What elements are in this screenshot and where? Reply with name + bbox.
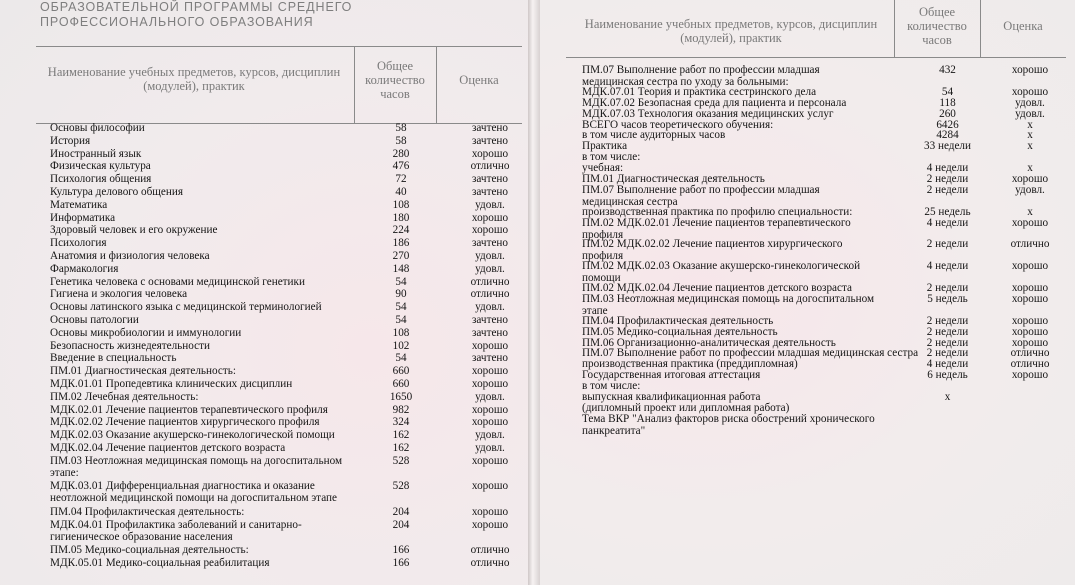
- table-row: [50, 506, 520, 519]
- hours-cell: 58: [395, 122, 407, 134]
- hours-cell: 2 недели: [926, 336, 969, 349]
- hours-cell: 54: [395, 275, 407, 288]
- hours-cell: 25 недель: [924, 205, 971, 218]
- table-row: [582, 108, 1067, 119]
- subject-name: (дипломный проект или дипломная работа): [582, 401, 790, 414]
- subject-name: МДК.03.01 Дифференциальная диагностика и оказание неотложной медицинской помощи на догоспитальном этапе: [50, 480, 337, 505]
- hours-cell: 280: [392, 147, 410, 160]
- table-row: [50, 250, 520, 263]
- table-row: [50, 352, 520, 365]
- table-row: [582, 282, 1067, 293]
- hours-cell: 186: [392, 237, 410, 250]
- table-row: [50, 416, 520, 429]
- subject-name: Гигиена и экология человека: [50, 288, 188, 301]
- grade-cell: отлично: [470, 160, 510, 173]
- hours-cell: 432: [939, 64, 956, 76]
- table-row: [582, 173, 1067, 184]
- table-row: [50, 160, 520, 173]
- hours-cell: 2 недели: [926, 183, 969, 196]
- grade-cell: зачтено: [472, 122, 508, 134]
- grade-cell: отлично: [470, 288, 510, 301]
- hours-cell: 4 недели: [926, 260, 969, 273]
- hours-cell: 54: [395, 314, 407, 326]
- table-row: [50, 288, 520, 301]
- hours-cell: 528: [392, 480, 410, 493]
- grade-cell: хорошо: [1011, 325, 1049, 338]
- table-row: [582, 86, 1067, 97]
- grade-cell: х: [1027, 162, 1033, 175]
- grade-cell: хорошо: [1011, 369, 1049, 382]
- table-row: [582, 184, 1067, 206]
- grade-cell: зачтено: [472, 237, 508, 250]
- grade-cell: хорошо: [1011, 336, 1049, 349]
- subject-name: МДК.01.01 Пропедевтика клинических дисциплин: [50, 378, 293, 390]
- hours-cell: 40: [395, 186, 407, 198]
- grade-cell: хорошо: [471, 224, 509, 237]
- grade-cell: хорошо: [1011, 314, 1049, 327]
- grade-cell: зачтено: [472, 352, 508, 365]
- table-row: [50, 404, 520, 417]
- subject-name: Фармакология: [50, 262, 119, 275]
- table-row: [582, 347, 1067, 358]
- table-row: [50, 301, 520, 314]
- subject-name: МДК.04.01 Профилактика заболеваний и санитарно-гигиеническое образование населения: [50, 518, 302, 543]
- right-table-header: [566, 0, 1066, 58]
- subject-name: Безопасность жизнедеятельности: [50, 339, 210, 352]
- table-row: [50, 237, 520, 250]
- table-row: [582, 380, 1067, 391]
- grade-cell: х: [1027, 140, 1033, 153]
- table-row: [582, 140, 1067, 151]
- table-row: [50, 391, 520, 404]
- subject-name: Психология общения: [50, 173, 152, 186]
- grade-cell: хорошо: [1011, 173, 1049, 185]
- hours-cell: 166: [392, 544, 410, 557]
- grade-cell: хорошо: [471, 518, 509, 531]
- subject-name: ПМ.06 Организационно-аналитическая деятельность: [582, 336, 836, 349]
- table-row: [582, 369, 1067, 380]
- hours-cell: 4284: [936, 129, 959, 142]
- subject-name: ПМ.01 Диагностическая деятельность: [582, 173, 765, 185]
- grade-cell: отлично: [1010, 238, 1050, 251]
- table-row: [582, 293, 1067, 315]
- table-row: [582, 129, 1067, 140]
- hours-cell: 270: [392, 250, 410, 262]
- table-row: [582, 217, 1067, 239]
- hours-cell: 180: [392, 211, 410, 224]
- column-header-grade: Оценка: [459, 73, 499, 87]
- grade-cell: зачтено: [472, 326, 508, 339]
- hours-cell: 4 недели: [926, 162, 969, 175]
- table-row: [582, 162, 1067, 173]
- hours-cell: 476: [392, 160, 410, 173]
- left-page: [0, 0, 528, 585]
- subject-name: Генетика человека с основами медицинской генетики: [50, 275, 305, 288]
- table-row: [582, 391, 1067, 402]
- table-row: [582, 315, 1067, 326]
- hours-cell: 2 недели: [926, 173, 969, 185]
- book-gutter: [528, 0, 540, 585]
- grade-cell: хорошо: [471, 416, 509, 429]
- subject-name: в том числе:: [582, 380, 641, 393]
- hours-cell: 528: [392, 454, 410, 467]
- grade-cell: хорошо: [471, 480, 509, 493]
- subject-name: МДК.02.04 Лечение пациентов детского возраста: [50, 442, 286, 454]
- hours-cell: 2 недели: [926, 347, 969, 360]
- table-row: [50, 365, 520, 378]
- table-row: [582, 64, 1067, 86]
- subject-name: Практика: [582, 140, 628, 153]
- hours-cell: 4 недели: [926, 216, 969, 229]
- grade-cell: зачтено: [472, 134, 508, 147]
- grade-cell: хорошо: [1011, 64, 1049, 76]
- table-row: [50, 519, 520, 545]
- subject-name: МДК.07.02 Безопасная среда для пациента и персонала: [582, 96, 847, 109]
- hours-cell: 660: [392, 378, 410, 390]
- table-row: [582, 119, 1067, 130]
- hours-cell: 204: [392, 506, 410, 518]
- grade-cell: х: [1027, 205, 1033, 218]
- table-row: [50, 212, 520, 225]
- hours-cell: 108: [392, 326, 410, 339]
- subject-name: Физическая культура: [50, 160, 151, 173]
- table-row: [50, 340, 520, 353]
- grade-cell: отлично: [1010, 358, 1050, 371]
- table-row: [50, 199, 520, 212]
- table-row: [582, 206, 1067, 217]
- hours-cell: 166: [392, 557, 410, 570]
- subject-name: в том числе:: [582, 151, 641, 164]
- hours-cell: 260: [939, 107, 956, 120]
- table-row: [582, 260, 1067, 285]
- table-row: [582, 326, 1067, 337]
- subject-name: выпускная квалификационная работа: [582, 391, 761, 403]
- column-header-hours: Общее количество часов: [365, 59, 425, 101]
- grade-cell: хорошо: [471, 365, 509, 378]
- subject-name: ПМ.05 Медико-социальная деятельность: [582, 325, 778, 338]
- grade-cell: удовл.: [475, 442, 505, 454]
- table-row: [50, 442, 520, 455]
- subject-name: МДК.05.01 Медико-социальная реабилитация: [50, 557, 270, 570]
- subject-name: Основы философии: [50, 122, 145, 134]
- subject-name: ПМ.07 Выполнение работ по профессии младшая медицинская сестра по уходу за больными:: [582, 64, 820, 88]
- grade-cell: зачтено: [472, 173, 508, 186]
- grade-cell: удовл.: [475, 262, 505, 275]
- table-row: [50, 148, 520, 161]
- grade-cell: хорошо: [471, 378, 509, 390]
- hours-cell: 2 недели: [926, 314, 969, 327]
- table-row: [582, 358, 1067, 369]
- subject-name: Психология: [50, 237, 107, 250]
- grade-cell: хорошо: [1011, 282, 1049, 294]
- hours-cell: 982: [392, 403, 410, 416]
- subject-name: Математика: [50, 198, 108, 211]
- table-row: [50, 263, 520, 276]
- subject-name: МДК.02.01 Лечение пациентов терапевтического профиля: [50, 403, 328, 416]
- table-row: [582, 238, 1067, 263]
- subject-name: Основы микробиологии и иммунологии: [50, 326, 242, 339]
- table-row: [582, 151, 1067, 162]
- table-row: [50, 173, 520, 186]
- hours-cell: 58: [395, 134, 407, 147]
- subject-name: ПМ.01 Диагностическая деятельность:: [50, 365, 236, 378]
- table-row: [50, 327, 520, 340]
- table-row: [50, 135, 520, 148]
- grade-cell: хорошо: [471, 339, 509, 352]
- table-row: [50, 429, 520, 442]
- hours-cell: 162: [392, 429, 410, 442]
- subject-name: Тема ВКР "Анализ факторов риска обострений хронического панкреатита": [582, 412, 875, 437]
- subject-name: ПМ.02 МДК.02.02 Лечение пациентов хирургического профиля: [582, 238, 843, 263]
- grade-cell: х: [1027, 129, 1033, 142]
- subject-name: Культура делового общения: [50, 186, 183, 198]
- grade-cell: отлично: [470, 544, 510, 557]
- hours-cell: 204: [392, 518, 410, 531]
- table-row: [50, 378, 520, 391]
- subject-name: производственная практика (преддипломная): [582, 358, 798, 371]
- grade-cell: удовл.: [1015, 107, 1045, 120]
- hours-cell: 90: [395, 288, 407, 301]
- column-header-name: Наименование учебных предметов, курсов, дисциплин (модулей), практик: [47, 65, 341, 93]
- hours-cell: 2 недели: [926, 325, 969, 338]
- grade-cell: удовл.: [475, 250, 505, 262]
- subject-name: ПМ.05 Медико-социальная деятельность:: [50, 544, 249, 557]
- hours-cell: 118: [939, 96, 956, 109]
- grade-cell: хорошо: [471, 211, 509, 224]
- table-row: [582, 413, 1067, 435]
- subject-name: История: [50, 134, 91, 147]
- subject-name: МДК.02.03 Оказание акушерско-гинекологической помощи: [50, 429, 335, 442]
- hours-cell: 148: [392, 262, 410, 275]
- table-row: [50, 224, 520, 237]
- table-row: [50, 314, 520, 327]
- subject-name: ПМ.03 Неотложная медицинская помощь на догоспитальном этапе:: [50, 454, 343, 479]
- grade-cell: хорошо: [471, 454, 509, 467]
- grade-cell: удовл.: [475, 301, 505, 314]
- grade-cell: отлично: [470, 557, 510, 570]
- subject-name: ПМ.07 Выполнение работ по профессии младшая медицинская сестра: [582, 347, 919, 360]
- subject-name: МДК.02.02 Лечение пациентов хирургического профиля: [50, 416, 320, 429]
- column-header-name: Наименование учебных предметов, курсов, дисциплин (модулей), практик: [584, 17, 878, 45]
- column-header-grade: Оценка: [1003, 19, 1043, 33]
- hours-cell: 2 недели: [926, 282, 969, 294]
- subject-name: Государственная итоговая аттестация: [582, 369, 761, 382]
- grade-cell: отлично: [470, 275, 510, 288]
- hours-cell: 1650: [389, 390, 413, 403]
- table-row: [50, 544, 520, 557]
- subject-name: Анатомия и физиология человека: [50, 250, 210, 262]
- subject-name: ПМ.07 Выполнение работ по профессии младшая медицинская сестра: [582, 183, 820, 208]
- grade-cell: удовл.: [1015, 96, 1045, 109]
- grade-cell: удовл.: [475, 390, 505, 403]
- subject-name: ПМ.03 Неотложная медицинская помощь на догоспитальном этапе: [582, 292, 875, 317]
- table-row: [50, 557, 520, 570]
- hours-cell: х: [944, 391, 951, 403]
- hours-cell: 4 недели: [926, 358, 969, 371]
- table-row: [50, 480, 520, 506]
- grade-cell: хорошо: [1011, 292, 1049, 305]
- subject-name: МДК.07.01 Теория и практика сестринского дела: [582, 85, 817, 98]
- hours-cell: 33 недели: [923, 140, 972, 153]
- section-heading: ОБРАЗОВАТЕЛЬНОЙ ПРОГРАММЫ СРЕДНЕГО ПРОФЕССИОНАЛЬНОГО ОБРАЗОВАНИЯ: [40, 0, 353, 29]
- grade-cell: удовл.: [475, 429, 505, 442]
- hours-cell: 102: [392, 339, 410, 352]
- subject-name: ПМ.02 МДК.02.04 Лечение пациентов детского возраста: [582, 282, 852, 294]
- hours-cell: 54: [395, 301, 407, 314]
- grade-cell: хорошо: [1011, 260, 1049, 273]
- hours-cell: 660: [392, 365, 410, 378]
- table-row: [50, 276, 520, 289]
- subject-name: Введение в специальность: [50, 352, 177, 365]
- subject-name: Здоровый человек и его окружение: [50, 224, 218, 237]
- hours-cell: 2 недели: [926, 238, 969, 251]
- subject-name: производственная практика по профилю специальности:: [582, 205, 853, 218]
- hours-cell: 72: [395, 173, 407, 186]
- subject-name: МДК.07.03 Технология оказания медицинских услуг: [582, 107, 834, 120]
- grade-cell: х: [1027, 118, 1033, 131]
- grade-cell: удовл.: [1015, 183, 1045, 196]
- subject-name: ВСЕГО часов теоретического обучения:: [582, 118, 774, 131]
- hours-cell: 224: [392, 224, 410, 237]
- hours-cell: 108: [392, 198, 410, 211]
- grade-cell: отлично: [1010, 347, 1050, 360]
- subject-name: Иностранный язык: [50, 147, 142, 160]
- grade-cell: удовл.: [475, 198, 505, 211]
- table-row: [582, 97, 1067, 108]
- left-table-header: [36, 46, 522, 124]
- grade-cell: хорошо: [1011, 85, 1049, 98]
- subject-name: Основы патологии: [50, 314, 139, 326]
- hours-cell: 6426: [936, 118, 959, 131]
- table-row: [50, 186, 520, 199]
- grade-cell: хорошо: [471, 403, 509, 416]
- hours-cell: 54: [941, 85, 954, 98]
- subject-name: ПМ.02 Лечебная деятельность:: [50, 390, 199, 403]
- grade-cell: зачтено: [472, 186, 508, 198]
- subject-name: в том числе аудиторных часов: [582, 129, 726, 142]
- grade-cell: зачтено: [472, 314, 508, 326]
- subject-name: учебная:: [582, 162, 624, 175]
- table-row: [582, 337, 1067, 348]
- hours-cell: 5 недель: [927, 292, 968, 305]
- table-row: [50, 455, 520, 481]
- table-row: [582, 402, 1067, 413]
- subject-name: ПМ.04 Профилактическая деятельность:: [50, 506, 245, 518]
- subject-name: Основы латинского языка с медицинской терминологией: [50, 301, 322, 314]
- grade-cell: хорошо: [1011, 216, 1049, 229]
- right-page: [540, 0, 1075, 585]
- grade-cell: хорошо: [471, 147, 509, 160]
- subject-name: ПМ.04 Профилактическая деятельность: [582, 314, 774, 327]
- table-row: [50, 122, 520, 135]
- column-header-hours: Общее количество часов: [907, 5, 967, 47]
- hours-cell: 54: [395, 352, 407, 365]
- subject-name: ПМ.02 МДК.02.03 Оказание акушерско-гинекологической помощи: [582, 260, 861, 285]
- hours-cell: 324: [392, 416, 410, 429]
- grade-cell: хорошо: [471, 506, 509, 518]
- hours-cell: 162: [392, 442, 410, 454]
- subject-name: ПМ.02 МДК.02.01 Лечение пациентов терапевтического профиля: [582, 216, 851, 241]
- subject-name: Информатика: [50, 211, 116, 224]
- hours-cell: 6 недель: [927, 369, 968, 382]
